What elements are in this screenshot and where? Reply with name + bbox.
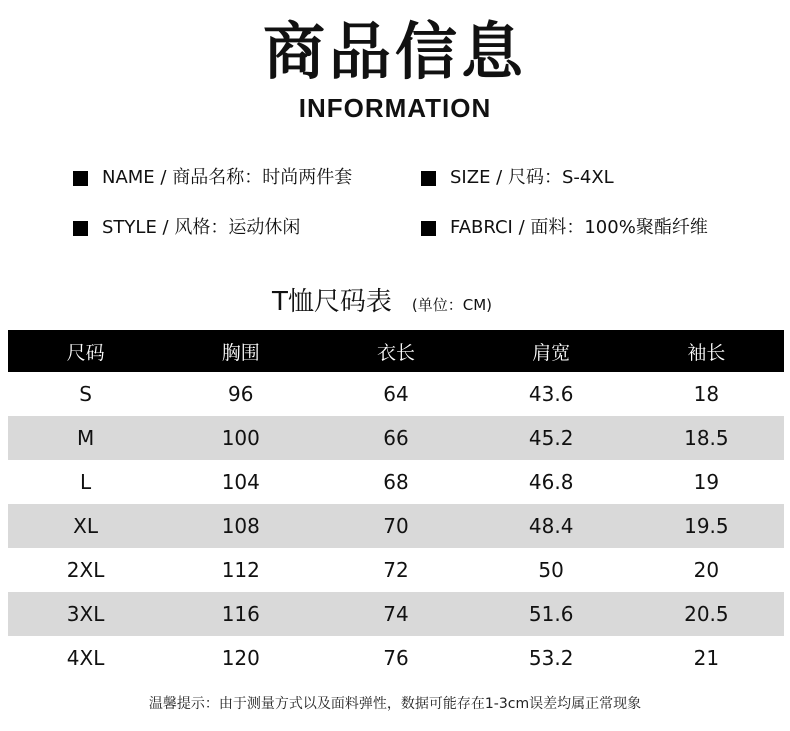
cell-size: S bbox=[79, 382, 92, 406]
cell-size: L bbox=[80, 470, 92, 494]
bullet-square-icon bbox=[421, 171, 436, 186]
header-size: 尺码 bbox=[8, 330, 163, 372]
bullet-square-icon bbox=[421, 221, 436, 236]
info-size bbox=[421, 166, 614, 190]
cell-size: M bbox=[8, 416, 163, 460]
info-size-text: SIZE / 尺码：S-4XL bbox=[450, 167, 614, 188]
size-table-unit: (单位：CM) bbox=[411, 296, 493, 314]
cell-chest: 104 bbox=[221, 470, 260, 494]
table-row bbox=[8, 460, 784, 504]
size-table bbox=[8, 330, 784, 680]
cell-sleeve: 20.5 bbox=[629, 592, 784, 636]
bullet-square-icon bbox=[73, 221, 88, 236]
cell-shoulder: 48.4 bbox=[474, 504, 629, 548]
cell-chest: 108 bbox=[163, 504, 318, 548]
bullet-square-icon bbox=[73, 171, 88, 186]
table-row bbox=[8, 548, 784, 592]
table-header-row bbox=[8, 330, 784, 372]
cell-chest: 116 bbox=[163, 592, 318, 636]
cell-shoulder: 53.2 bbox=[528, 646, 574, 670]
page-subtitle: INFORMATION bbox=[298, 93, 492, 123]
cell-shoulder: 51.6 bbox=[474, 592, 629, 636]
table-row bbox=[8, 416, 784, 460]
cell-length: 64 bbox=[383, 382, 409, 406]
cell-chest: 96 bbox=[228, 382, 254, 406]
info-style bbox=[73, 216, 300, 240]
cell-sleeve: 20 bbox=[693, 558, 720, 582]
cell-sleeve: 21 bbox=[693, 646, 720, 670]
cell-shoulder: 43.6 bbox=[528, 382, 574, 406]
cell-length: 70 bbox=[318, 504, 473, 548]
cell-length: 72 bbox=[383, 558, 409, 582]
header-chest: 胸围 bbox=[163, 330, 318, 372]
header-length: 衣长 bbox=[318, 330, 473, 372]
cell-size: XL bbox=[8, 504, 163, 548]
cell-sleeve: 18 bbox=[693, 382, 720, 406]
cell-shoulder: 46.8 bbox=[528, 470, 574, 494]
cell-shoulder: 45.2 bbox=[474, 416, 629, 460]
info-fabric-text: FABRCI / 面料：100%聚酯纤维 bbox=[450, 217, 708, 238]
table-row bbox=[8, 372, 784, 416]
page-title: 商品信息 bbox=[262, 15, 527, 88]
cell-length: 76 bbox=[383, 646, 409, 670]
info-style-text: STYLE / 风格：运动休闲 bbox=[102, 217, 301, 238]
measurement-note: 温馨提示：由于测量方式以及面料弹性，数据可能存在1-3cm误差均属正常现象 bbox=[148, 696, 642, 712]
table-row bbox=[8, 504, 784, 548]
cell-sleeve: 19.5 bbox=[629, 504, 784, 548]
cell-chest: 100 bbox=[163, 416, 318, 460]
table-row bbox=[8, 592, 784, 636]
header-shoulder: 肩宽 bbox=[474, 330, 629, 372]
info-name-text: NAME / 商品名称：时尚两件套 bbox=[102, 167, 353, 188]
cell-chest: 120 bbox=[221, 646, 260, 670]
size-table-title-text: T恤尺码表 bbox=[272, 287, 392, 317]
cell-length: 68 bbox=[383, 470, 409, 494]
cell-size: 4XL bbox=[66, 646, 105, 670]
cell-shoulder: 50 bbox=[538, 558, 564, 582]
cell-sleeve: 19 bbox=[693, 470, 720, 494]
info-name bbox=[73, 166, 352, 190]
cell-length: 74 bbox=[318, 592, 473, 636]
cell-size: 3XL bbox=[8, 592, 163, 636]
cell-chest: 112 bbox=[221, 558, 260, 582]
info-fabric bbox=[421, 216, 708, 240]
cell-length: 66 bbox=[318, 416, 473, 460]
cell-sleeve: 18.5 bbox=[629, 416, 784, 460]
header-sleeve: 袖长 bbox=[629, 330, 784, 372]
table-row bbox=[8, 636, 784, 680]
cell-size: 2XL bbox=[66, 558, 105, 582]
size-table-title bbox=[272, 286, 492, 318]
